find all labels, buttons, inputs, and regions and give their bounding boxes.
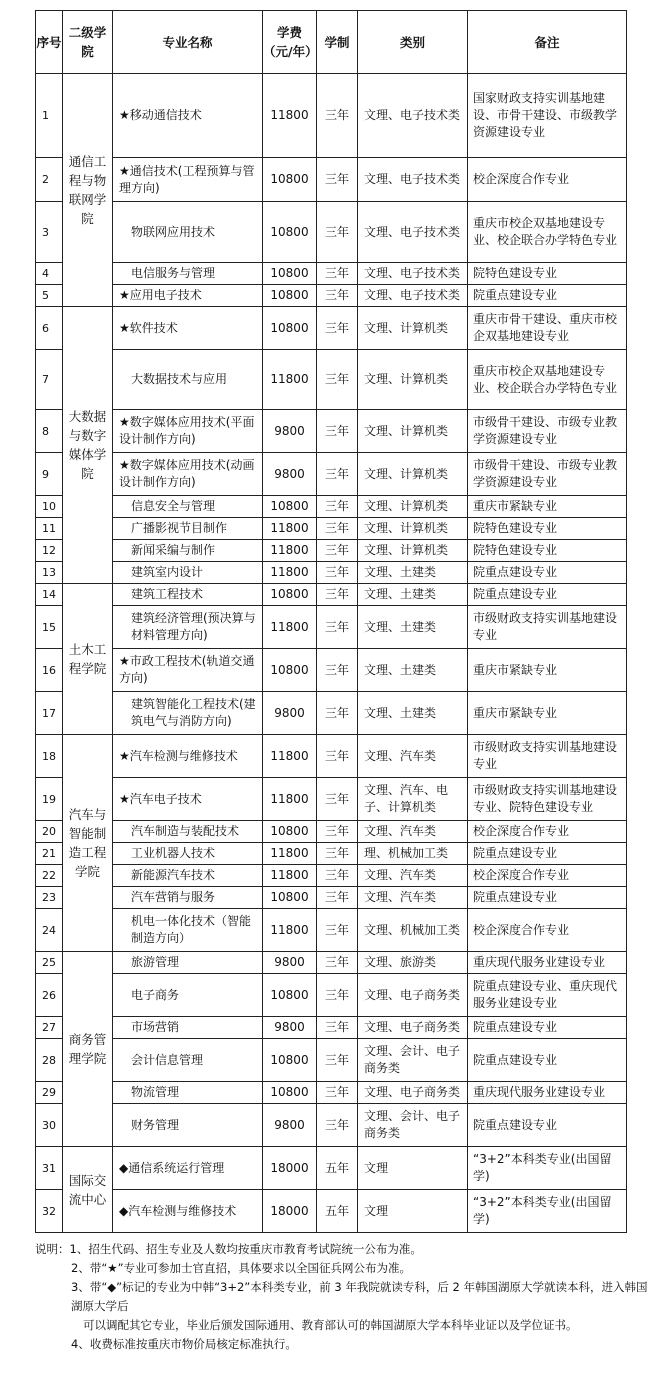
study-years: 三年 (317, 887, 358, 909)
tuition-fee: 18000 (263, 1190, 317, 1233)
major-name: ★移动通信技术 (113, 74, 263, 158)
tuition-fee: 11800 (263, 843, 317, 865)
major-category: 文理、汽车类 (358, 887, 468, 909)
major-category: 文理、电子商务类 (358, 1082, 468, 1104)
study-years: 三年 (317, 453, 358, 496)
tuition-fee: 10800 (263, 263, 317, 285)
remark: 国家财政支持实训基地建设、市骨干建设、市级教学资源建设专业 (468, 74, 627, 158)
major-name: 广播影视节目制作 (113, 518, 263, 540)
major-name: 工业机器人技术 (113, 843, 263, 865)
major-category: 文理、电子技术类 (358, 158, 468, 202)
tuition-fee: 9800 (263, 692, 317, 735)
row-number: 30 (36, 1104, 63, 1147)
row-number: 8 (36, 410, 63, 453)
study-years: 三年 (317, 778, 358, 821)
study-years: 三年 (317, 865, 358, 887)
major-name: 电信服务与管理 (113, 263, 263, 285)
tuition-fee: 10800 (263, 202, 317, 263)
table-row (36, 887, 627, 909)
row-number: 11 (36, 518, 63, 540)
table-row (36, 158, 627, 202)
table-row (36, 1104, 627, 1147)
major-name: 会计信息管理 (113, 1039, 263, 1082)
table-body (36, 74, 627, 1233)
remark: 重庆市紧缺专业 (468, 692, 627, 735)
major-category: 文理、汽车类 (358, 821, 468, 843)
table-row (36, 350, 627, 410)
tuition-fee: 11800 (263, 865, 317, 887)
tuition-fee: 11800 (263, 778, 317, 821)
major-category: 文理、会计、电子商务类 (358, 1039, 468, 1082)
major-category: 文理、土建类 (358, 562, 468, 584)
tuition-fee: 11800 (263, 74, 317, 158)
major-name: 市场营销 (113, 1017, 263, 1039)
tuition-fee: 18000 (263, 1147, 317, 1190)
tuition-fee: 10800 (263, 496, 317, 518)
study-years: 三年 (317, 285, 358, 307)
study-years: 三年 (317, 1017, 358, 1039)
major-category: 文理、土建类 (358, 606, 468, 649)
study-years: 三年 (317, 496, 358, 518)
row-number: 5 (36, 285, 63, 307)
row-number: 28 (36, 1039, 63, 1082)
tuition-fee: 10800 (263, 887, 317, 909)
table-row (36, 606, 627, 649)
major-category: 文理、土建类 (358, 649, 468, 692)
major-category: 文理、电子技术类 (358, 285, 468, 307)
major-name: 财务管理 (113, 1104, 263, 1147)
study-years: 三年 (317, 307, 358, 350)
remark: 院重点建设专业 (468, 1017, 627, 1039)
row-number: 21 (36, 843, 63, 865)
remark: 院重点建设专业 (468, 562, 627, 584)
table-row (36, 865, 627, 887)
tuition-fee: 10800 (263, 285, 317, 307)
major-name: ★数字媒体应用技术(平面设计制作方向) (113, 410, 263, 453)
tuition-fee: 10800 (263, 974, 317, 1017)
row-number: 9 (36, 453, 63, 496)
tuition-fee: 11800 (263, 540, 317, 562)
table-row (36, 307, 627, 350)
major-category: 文理、机械加工类 (358, 909, 468, 952)
remark: 市级骨干建设、市级专业教学资源建设专业 (468, 453, 627, 496)
admissions-table-wrapper (35, 10, 626, 1233)
major-name: 建筑智能化工程技术(建筑电气与消防方向) (113, 692, 263, 735)
note-1: 说明：1、招生代码、招生专业及人数均按重庆市教育考试院统一公布为准。 (35, 1242, 422, 1256)
major-name: 物联网应用技术 (113, 202, 263, 263)
major-category: 文理、计算机类 (358, 350, 468, 410)
major-name: 机电一体化技术（智能制造方向） (113, 909, 263, 952)
major-category: 文理、计算机类 (358, 307, 468, 350)
remark: 院重点建设专业 (468, 1039, 627, 1082)
major-category: 理、机械加工类 (358, 843, 468, 865)
table-row (36, 909, 627, 952)
major-name: 旅游管理 (113, 952, 263, 974)
header-fee: 学费（元/年） (263, 11, 317, 74)
header-category: 类别 (358, 11, 468, 74)
study-years: 三年 (317, 158, 358, 202)
table-row (36, 778, 627, 821)
tuition-fee: 11800 (263, 909, 317, 952)
major-category: 文理、电子商务类 (358, 974, 468, 1017)
table-row (36, 562, 627, 584)
row-number: 10 (36, 496, 63, 518)
note-2: 2、带“★”专业可参加士官直招，具体要求以全国征兵网公布为准。 (71, 1261, 412, 1275)
row-number: 3 (36, 202, 63, 263)
tuition-fee: 10800 (263, 158, 317, 202)
row-number: 18 (36, 735, 63, 778)
tuition-fee: 10800 (263, 584, 317, 606)
row-number: 1 (36, 74, 63, 158)
remark: 市级财政支持实训基地建设专业 (468, 606, 627, 649)
tuition-fee: 11800 (263, 735, 317, 778)
major-name: 物流管理 (113, 1082, 263, 1104)
table-row (36, 1039, 627, 1082)
table-row (36, 843, 627, 865)
row-number: 14 (36, 584, 63, 606)
tuition-fee: 9800 (263, 1017, 317, 1039)
study-years: 三年 (317, 1104, 358, 1147)
major-category: 文理、土建类 (358, 692, 468, 735)
table-row (36, 263, 627, 285)
row-number: 27 (36, 1017, 63, 1039)
study-years: 三年 (317, 821, 358, 843)
table-row (36, 410, 627, 453)
tuition-fee: 9800 (263, 453, 317, 496)
study-years: 三年 (317, 74, 358, 158)
tuition-fee: 11800 (263, 562, 317, 584)
table-row (36, 1190, 627, 1233)
major-category: 文理、土建类 (358, 584, 468, 606)
row-number: 25 (36, 952, 63, 974)
major-name: 汽车制造与装配技术 (113, 821, 263, 843)
major-name: ◆通信系统运行管理 (113, 1147, 263, 1190)
remark: 院特色建设专业 (468, 518, 627, 540)
row-number: 32 (36, 1190, 63, 1233)
department-name: 汽车与智能制造工程学院 (63, 735, 113, 952)
remark: 校企深度合作专业 (468, 821, 627, 843)
table-row (36, 496, 627, 518)
note-5: 4、收费标准按重庆市物价局核定标准执行。 (71, 1337, 297, 1351)
table-row (36, 518, 627, 540)
table-row (36, 453, 627, 496)
row-number: 2 (36, 158, 63, 202)
row-number: 13 (36, 562, 63, 584)
tuition-fee: 9800 (263, 1104, 317, 1147)
remark: 重庆市紧缺专业 (468, 496, 627, 518)
remark: 院重点建设专业 (468, 843, 627, 865)
study-years: 三年 (317, 952, 358, 974)
major-name: ★汽车电子技术 (113, 778, 263, 821)
major-category: 文理、汽车类 (358, 865, 468, 887)
major-name: ★数字媒体应用技术(动画设计制作方向) (113, 453, 263, 496)
major-category: 文理、计算机类 (358, 518, 468, 540)
department-name: 土木工程学院 (63, 584, 113, 735)
study-years: 三年 (317, 202, 358, 263)
major-category: 文理、汽车、电子、计算机类 (358, 778, 468, 821)
study-years: 三年 (317, 540, 358, 562)
row-number: 17 (36, 692, 63, 735)
major-category: 文理、计算机类 (358, 540, 468, 562)
note-4: 可以调配其它专业，毕业后颁发国际通用、教育部认可的韩国湖原大学本科毕业证以及学位证书。 (83, 1318, 578, 1332)
major-category: 文理、会计、电子商务类 (358, 1104, 468, 1147)
remark: 校企深度合作专业 (468, 865, 627, 887)
header-major: 专业名称 (113, 11, 263, 74)
major-name: ★市政工程技术(轨道交通方向) (113, 649, 263, 692)
table-row (36, 649, 627, 692)
remark: 院重点建设专业 (468, 285, 627, 307)
row-number: 20 (36, 821, 63, 843)
major-name: ★软件技术 (113, 307, 263, 350)
table-row (36, 1017, 627, 1039)
remark: 市级骨干建设、市级专业教学资源建设专业 (468, 410, 627, 453)
table-row (36, 735, 627, 778)
row-number: 26 (36, 974, 63, 1017)
table-row (36, 821, 627, 843)
major-name: 电子商务 (113, 974, 263, 1017)
remark: 院重点建设专业、重庆现代服务业建设专业 (468, 974, 627, 1017)
table-row (36, 285, 627, 307)
tuition-fee: 11800 (263, 518, 317, 540)
study-years: 五年 (317, 1147, 358, 1190)
major-name: 信息安全与管理 (113, 496, 263, 518)
remark: 市级财政支持实训基地建设专业 (468, 735, 627, 778)
remark: 市级财政支持实训基地建设专业、院特色建设专业 (468, 778, 627, 821)
tuition-fee: 10800 (263, 649, 317, 692)
table-row (36, 1082, 627, 1104)
study-years: 三年 (317, 843, 358, 865)
department-name: 大数据与数字媒体学院 (63, 307, 113, 584)
table-row (36, 974, 627, 1017)
study-years: 三年 (317, 350, 358, 410)
row-number: 29 (36, 1082, 63, 1104)
major-name: ★通信技术(工程预算与管理方向) (113, 158, 263, 202)
study-years: 三年 (317, 735, 358, 778)
study-years: 三年 (317, 974, 358, 1017)
row-number: 16 (36, 649, 63, 692)
major-category: 文理、汽车类 (358, 735, 468, 778)
tuition-fee: 10800 (263, 821, 317, 843)
row-number: 22 (36, 865, 63, 887)
header-note: 备注 (468, 11, 627, 74)
row-number: 24 (36, 909, 63, 952)
major-name: 新能源汽车技术 (113, 865, 263, 887)
note-3: 3、带“◆”标记的专业为中韩“3+2”本科类专业，前 3 年我院就读专科，后 2 年韩国湖原大学就读本科，进入韩国湖原大学后 (71, 1280, 648, 1313)
study-years: 三年 (317, 263, 358, 285)
major-category: 文理、计算机类 (358, 410, 468, 453)
remark: 院重点建设专业 (468, 584, 627, 606)
major-name: 大数据技术与应用 (113, 350, 263, 410)
remark: “3+2”本科类专业(出国留学) (468, 1190, 627, 1233)
remark: 重庆现代服务业建设专业 (468, 1082, 627, 1104)
major-name: ◆汽车检测与维修技术 (113, 1190, 263, 1233)
major-category: 文理、计算机类 (358, 453, 468, 496)
tuition-fee: 9800 (263, 410, 317, 453)
table-row (36, 584, 627, 606)
header-years: 学制 (317, 11, 358, 74)
major-category: 文理、电子技术类 (358, 74, 468, 158)
row-number: 23 (36, 887, 63, 909)
remark: 院重点建设专业 (468, 887, 627, 909)
department-name: 商务管理学院 (63, 952, 113, 1147)
study-years: 三年 (317, 606, 358, 649)
remark: 重庆市校企双基地建设专业、校企联合办学特色专业 (468, 202, 627, 263)
remark: 校企深度合作专业 (468, 158, 627, 202)
department-name: 国际交流中心 (63, 1147, 113, 1233)
major-name: ★汽车检测与维修技术 (113, 735, 263, 778)
study-years: 三年 (317, 562, 358, 584)
row-number: 12 (36, 540, 63, 562)
table-row (36, 1147, 627, 1190)
major-name: 新闻采编与制作 (113, 540, 263, 562)
row-number: 19 (36, 778, 63, 821)
remark: 院重点建设专业 (468, 1104, 627, 1147)
table-row (36, 202, 627, 263)
study-years: 三年 (317, 1039, 358, 1082)
row-number: 7 (36, 350, 63, 410)
major-category: 文理、计算机类 (358, 496, 468, 518)
tuition-fee: 9800 (263, 952, 317, 974)
notes-section (35, 1240, 655, 1354)
department-name: 通信工程与物联网学院 (63, 74, 113, 307)
table-row (36, 692, 627, 735)
major-category: 文理、电子商务类 (358, 1017, 468, 1039)
major-name: 建筑室内设计 (113, 562, 263, 584)
table-header-row (36, 11, 627, 74)
major-name: 建筑经济管理(预决算与材料管理方向) (113, 606, 263, 649)
row-number: 6 (36, 307, 63, 350)
row-number: 31 (36, 1147, 63, 1190)
study-years: 五年 (317, 1190, 358, 1233)
header-no: 序号 (36, 11, 63, 74)
major-category: 文理 (358, 1190, 468, 1233)
header-department: 二级学院 (63, 11, 113, 74)
study-years: 三年 (317, 692, 358, 735)
remark: 重庆市紧缺专业 (468, 649, 627, 692)
major-category: 文理 (358, 1147, 468, 1190)
row-number: 15 (36, 606, 63, 649)
tuition-fee: 11800 (263, 350, 317, 410)
tuition-fee: 10800 (263, 307, 317, 350)
table-row (36, 952, 627, 974)
study-years: 三年 (317, 649, 358, 692)
study-years: 三年 (317, 909, 358, 952)
tuition-fee: 11800 (263, 606, 317, 649)
study-years: 三年 (317, 1082, 358, 1104)
remark: “3+2”本科类专业(出国留学) (468, 1147, 627, 1190)
major-category: 文理、电子技术类 (358, 263, 468, 285)
remark: 院特色建设专业 (468, 263, 627, 285)
study-years: 三年 (317, 410, 358, 453)
table-row (36, 540, 627, 562)
admissions-table (35, 10, 627, 1233)
remark: 院特色建设专业 (468, 540, 627, 562)
major-category: 文理、旅游类 (358, 952, 468, 974)
major-name: 建筑工程技术 (113, 584, 263, 606)
remark: 重庆市校企双基地建设专业、校企联合办学特色专业 (468, 350, 627, 410)
tuition-fee: 10800 (263, 1082, 317, 1104)
study-years: 三年 (317, 584, 358, 606)
remark: 重庆现代服务业建设专业 (468, 952, 627, 974)
tuition-fee: 10800 (263, 1039, 317, 1082)
study-years: 三年 (317, 518, 358, 540)
remark: 重庆市骨干建设、重庆市校企双基地建设专业 (468, 307, 627, 350)
major-name: 汽车营销与服务 (113, 887, 263, 909)
major-category: 文理、电子技术类 (358, 202, 468, 263)
remark: 校企深度合作专业 (468, 909, 627, 952)
table-row (36, 74, 627, 158)
row-number: 4 (36, 263, 63, 285)
major-name: ★应用电子技术 (113, 285, 263, 307)
